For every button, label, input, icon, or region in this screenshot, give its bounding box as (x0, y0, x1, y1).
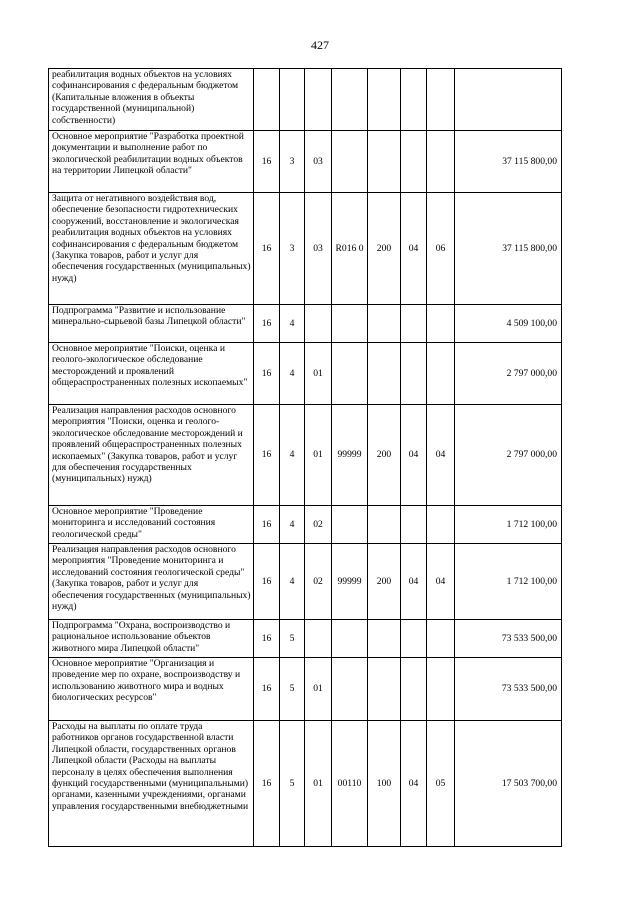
cell-code (368, 131, 401, 193)
cell-code (332, 343, 368, 405)
table-row (49, 305, 562, 343)
table-row (49, 193, 562, 305)
cell-code: 04 (401, 544, 427, 620)
cell-code: 16 (254, 721, 280, 847)
cell-sum: 1 712 100,00 (455, 506, 562, 544)
table-row (49, 620, 562, 658)
table-row (49, 506, 562, 544)
cell-code: 16 (254, 305, 280, 343)
cell-code: 99999 (332, 405, 368, 506)
cell-sum: 4 509 100,00 (455, 305, 562, 343)
cell-code: 16 (254, 405, 280, 506)
row-name: Расходы на выплаты по оплате труда работников органов государственной власти Липецкой области, государственных органов Липецкой области (Расходы на выплаты персоналу в целях обеспечения выполнения функций государственными (муниципальными) органами, казенными учреждениями, органами управления государственными внебюджетными (49, 721, 254, 847)
cell-code: 04 (401, 193, 427, 305)
cell-sum (455, 69, 562, 131)
cell-code (332, 69, 368, 131)
cell-code: 4 (280, 405, 305, 506)
cell-code (401, 305, 427, 343)
cell-code (401, 69, 427, 131)
cell-code: 04 (427, 544, 455, 620)
cell-code: 200 (368, 544, 401, 620)
cell-code: 4 (280, 343, 305, 405)
cell-code (368, 506, 401, 544)
cell-code (401, 343, 427, 405)
cell-code: 01 (305, 405, 332, 506)
cell-code: 04 (427, 405, 455, 506)
row-name: Подпрограмма "Охрана, воспроизводство и рациональное использование объектов животного мира Липецкой области" (49, 620, 254, 658)
cell-code (332, 305, 368, 343)
cell-sum: 37 115 800,00 (455, 193, 562, 305)
cell-sum: 1 712 100,00 (455, 544, 562, 620)
cell-code (427, 343, 455, 405)
cell-sum: 2 797 000,00 (455, 343, 562, 405)
row-name: Основное мероприятие "Организация и проведение мер по охране, воспроизводству и использованию животного мира и водных биологических ресурсов" (49, 658, 254, 721)
cell-code: 16 (254, 343, 280, 405)
cell-code: 200 (368, 193, 401, 305)
cell-code: 02 (305, 506, 332, 544)
cell-code: 01 (305, 721, 332, 847)
cell-code (368, 620, 401, 658)
cell-code: 03 (305, 193, 332, 305)
cell-sum: 17 503 700,00 (455, 721, 562, 847)
cell-code: 03 (305, 131, 332, 193)
cell-code (305, 620, 332, 658)
cell-code (368, 343, 401, 405)
row-name: Реализация направления расходов основного мероприятия "Проведение мониторинга и исследований состояния геологической среды" (Закупка товаров, работ и услуг для обеспечения государственных (муниципальных) нужд) (49, 544, 254, 620)
cell-code: 100 (368, 721, 401, 847)
cell-code: 04 (401, 721, 427, 847)
cell-code: 01 (305, 343, 332, 405)
row-name: реабилитация водных объектов на условиях софинансирования с федеральным бюджетом (Капитальные вложения в объекты государственной (муниципальной) собственности) (49, 69, 254, 131)
cell-code (254, 69, 280, 131)
cell-code: 5 (280, 658, 305, 721)
cell-code: 4 (280, 305, 305, 343)
cell-code (401, 620, 427, 658)
cell-code (368, 658, 401, 721)
cell-code: 00110 (332, 721, 368, 847)
cell-code (401, 131, 427, 193)
row-name: Основное мероприятие "Разработка проектной документации и выполнение работ по экологической реабилитации водных объектов на территории Липецкой области" (49, 131, 254, 193)
cell-code: 16 (254, 131, 280, 193)
row-name: Подпрограмма "Развитие и использование минерально-сырьевой базы Липецкой области" (49, 305, 254, 343)
cell-code: 16 (254, 193, 280, 305)
row-name: Реализация направления расходов основного мероприятия "Поиски, оценка и геолого-экологическое обследование месторождений и проявлений общераспространенных полезных ископаемых" (Закупка товаров, работ и услуг для обеспечения государственных (муниципальных) нужд) (49, 405, 254, 506)
cell-code: R016 0 (332, 193, 368, 305)
cell-code (427, 620, 455, 658)
cell-code: 16 (254, 544, 280, 620)
cell-code: 3 (280, 193, 305, 305)
cell-code: 04 (401, 405, 427, 506)
table-row (49, 343, 562, 405)
cell-code: 02 (305, 544, 332, 620)
cell-code (427, 506, 455, 544)
cell-code (368, 69, 401, 131)
cell-sum: 37 115 800,00 (455, 131, 562, 193)
cell-code: 3 (280, 131, 305, 193)
cell-code (427, 658, 455, 721)
cell-code (368, 305, 401, 343)
cell-code (305, 69, 332, 131)
cell-code (401, 506, 427, 544)
cell-code (280, 69, 305, 131)
cell-code: 05 (427, 721, 455, 847)
page-number: 427 (311, 38, 329, 52)
cell-code: 06 (427, 193, 455, 305)
cell-code: 200 (368, 405, 401, 506)
table-row (49, 131, 562, 193)
cell-code (332, 506, 368, 544)
cell-sum: 2 797 000,00 (455, 405, 562, 506)
cell-code: 5 (280, 721, 305, 847)
row-name: Основное мероприятие "Поиски, оценка и геолого-экологическое обследование месторождений и проявлений общераспространенных полезных ископаемых" (49, 343, 254, 405)
row-name: Основное мероприятие "Проведение мониторинга и исследований состояния геологической среды" (49, 506, 254, 544)
cell-code (305, 305, 332, 343)
cell-sum: 73 533 500,00 (455, 620, 562, 658)
cell-code (427, 131, 455, 193)
table-row (49, 69, 562, 131)
cell-code (332, 658, 368, 721)
cell-code: 4 (280, 506, 305, 544)
row-name: Защита от негативного воздействия вод, обеспечение безопасности гидротехнических сооружений, восстановление и экологическая реабилитация водных объектов на условиях софинансирования с федеральным бюджетом (Закупка товаров, работ и услуг для обеспечения государственных (муниципальных) нужд) (49, 193, 254, 305)
cell-code (332, 131, 368, 193)
cell-code (332, 620, 368, 658)
table-row (49, 405, 562, 506)
budget-table (48, 68, 562, 847)
cell-code: 4 (280, 544, 305, 620)
cell-code: 16 (254, 658, 280, 721)
cell-code (401, 658, 427, 721)
cell-code (427, 305, 455, 343)
table-row (49, 544, 562, 620)
cell-code: 16 (254, 506, 280, 544)
cell-code: 16 (254, 620, 280, 658)
cell-code: 5 (280, 620, 305, 658)
cell-code: 01 (305, 658, 332, 721)
table-row (49, 721, 562, 847)
cell-code: 99999 (332, 544, 368, 620)
table-row (49, 658, 562, 721)
cell-code (427, 69, 455, 131)
cell-sum: 73 533 500,00 (455, 658, 562, 721)
